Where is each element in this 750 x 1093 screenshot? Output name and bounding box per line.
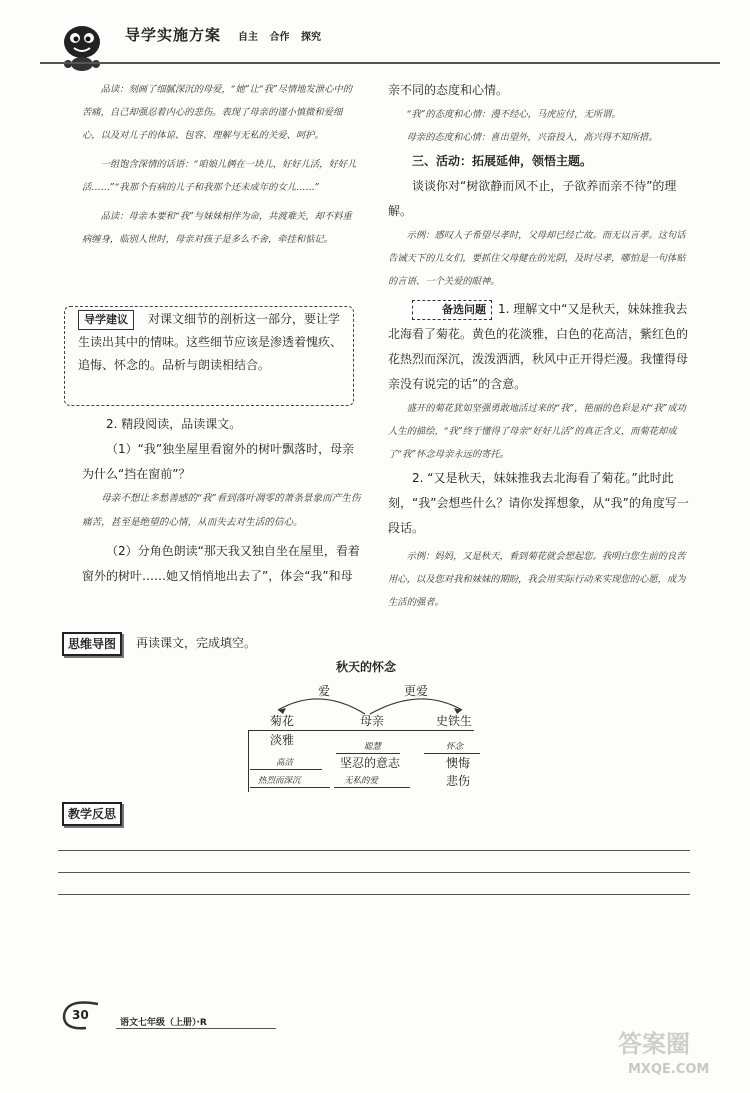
map-shi-tiesheng: 史铁生 — [436, 714, 473, 728]
quote-text: “咱娘儿俩在一块儿，好好儿活，好好儿活……”“我那个有病的儿子和我那个还未成年的女儿……” — [82, 159, 357, 193]
me-attitude: “我”的态度和心情：漫不经心，马虎应付，无所谓。 — [406, 109, 621, 120]
map-mother: 母亲 — [360, 714, 385, 728]
map-more-love: 更爱 — [404, 684, 429, 698]
backup-a1: 盛开的菊花犹如坚强勇敢地活过来的“我”，艳丽的色彩是对“我”成功人生的描绘，“我”终于懂得了母亲“好好儿活”的真正含义，而菊花却成了“我”怀念母亲永远的寄托。 — [388, 403, 686, 460]
mind-map-instruction: 再读课文，完成填空。 — [136, 636, 257, 650]
backup-q1 — [388, 297, 690, 397]
map-pure: 高洁 — [276, 758, 294, 768]
reflection-tag: 教学反思 — [62, 802, 122, 826]
page-number: 30 — [72, 1008, 89, 1022]
appreciation-1: 品读：刻画了细腻深沉的母爱，“她”让“我”尽情地发泄心中的苦痛，自己却强忍着内心的悲伤。表现了母亲的谨小慎微和爱细心，以及对儿子的体谅、包容、理解与无私的关爱、呵护。 — [82, 84, 353, 141]
backup-tag: 备选问题 — [412, 300, 492, 320]
map-sorrow: 悲伤 — [446, 774, 471, 788]
map-passionate: 热烈而深沉 — [258, 776, 301, 786]
advice-text: 对课文细节的剖析这一部分，要让学生读出其中的情味。这些细节应该是渗透着愧疚、追悔、怀念的。品析与朗读相结合。 — [78, 312, 343, 372]
advice-tag: 导学建议 — [78, 310, 134, 330]
map-regret: 懊悔 — [446, 756, 471, 770]
q2-2-cont: 亲不同的态度和心情。 — [388, 83, 509, 97]
backup-a2: 示例：妈妈，又是秋天，看到菊花就会想起您。我明白您生前的良苦用心，以及您对我和妹妹的期盼，我会用实际行动来实现您的心愿，成为生活的强者。 — [388, 551, 686, 608]
mind-map-title: 秋天的怀念 — [336, 660, 397, 674]
map-strong-will: 坚忍的意志 — [340, 756, 401, 770]
quote-intro: 一组饱含深情的话语： — [100, 159, 194, 170]
q2-title: 2. 精段阅读，品读课文。 — [106, 417, 242, 431]
reflection-line-3[interactable] — [58, 894, 690, 895]
left-column-bottom — [82, 412, 362, 589]
advice-content — [78, 308, 350, 377]
left-column-top — [82, 78, 360, 251]
appreciation-2: 品读：母亲本要和“我”与妹妹相伴为命，共渡难关，却不料重病缠身，临别人世时，母亲对孩子是多么不舍，牵挂和惦记。 — [82, 211, 352, 245]
q2-1-answer: 母亲不想让多愁善感的“我”看到落叶凋零的萧条景象而产生伤痛苦，甚至是绝望的心情，从而失去对生活的信心。 — [82, 493, 361, 528]
map-passionate-underline — [250, 787, 330, 788]
watermark-url: MXQE.COM — [628, 1062, 710, 1077]
map-quiet-love: 无私的爱 — [344, 776, 379, 786]
q2-2-question: （2）分角色朗读“那天我又独自坐在屋里，看着窗外的树叶……她又悄悄地出去了”，体会“我”和母 — [82, 544, 360, 583]
watermark-logo: 答案圈 — [618, 1030, 690, 1058]
activity-title: 三、活动：拓展延伸，领悟主题。 — [412, 154, 593, 168]
mother-attitude: 母亲的态度和心情：喜出望外，兴奋投入，高兴得不知所措。 — [406, 132, 658, 143]
footer-rule — [116, 1028, 276, 1029]
map-love: 爱 — [318, 684, 331, 698]
header-rule — [40, 62, 720, 64]
header-title: 导学实施方案 — [125, 26, 222, 44]
map-chrysanthemum: 菊花 — [270, 714, 295, 728]
activity-answer: 示例：感叹人子希望尽孝时，父母却已经亡故。而无以言孝。这句话告诫天下的儿女们，要抓住父母健在的光阴，及时尽孝，哪怕是一句体贴的言语、一个关爱的眼神。 — [388, 230, 686, 287]
footer-subject: 语文七年级（上册）·R — [120, 1018, 207, 1028]
map-quiet-love-underline — [334, 787, 410, 788]
map-wisdom: 聪慧 — [364, 742, 382, 752]
q2-1-question: （1）“我”独坐屋里看窗外的树叶飘落时，母亲为什么“挡在窗前”？ — [82, 442, 355, 481]
map-miss: 怀念 — [446, 742, 464, 752]
header-tags: 自主 合作 探究 — [238, 32, 321, 43]
reflection-line-1[interactable] — [58, 850, 690, 851]
map-pure-underline — [250, 769, 322, 770]
map-connector-left — [248, 730, 249, 792]
reflection-line-2[interactable] — [58, 872, 690, 873]
right-column — [388, 78, 690, 614]
mascot-logo — [58, 20, 106, 72]
mind-map-tag: 思维导图 — [62, 632, 122, 656]
quote-block — [82, 153, 360, 199]
backup-q1-text: 1. 理解文中“又是秋天，妹妹推我去北海看了菊花。黄色的花淡雅，白色的花高洁，紫红色的花热烈而深沉，泼泼洒洒，秋风中正开得烂漫。我懂得母亲没有说完的话”的含意。 — [388, 302, 689, 391]
map-elegant: 淡雅 — [270, 733, 295, 747]
backup-q2: 2. “又是秋天，妹妹推我去北海看了菊花。”此时此刻，“我”会想些什么？请你发挥想象，从“我”的角度写一段话。 — [388, 471, 689, 535]
activity-question: 谈谈你对“树欲静而风不止，子欲养而亲不待”的理解。 — [388, 179, 677, 218]
